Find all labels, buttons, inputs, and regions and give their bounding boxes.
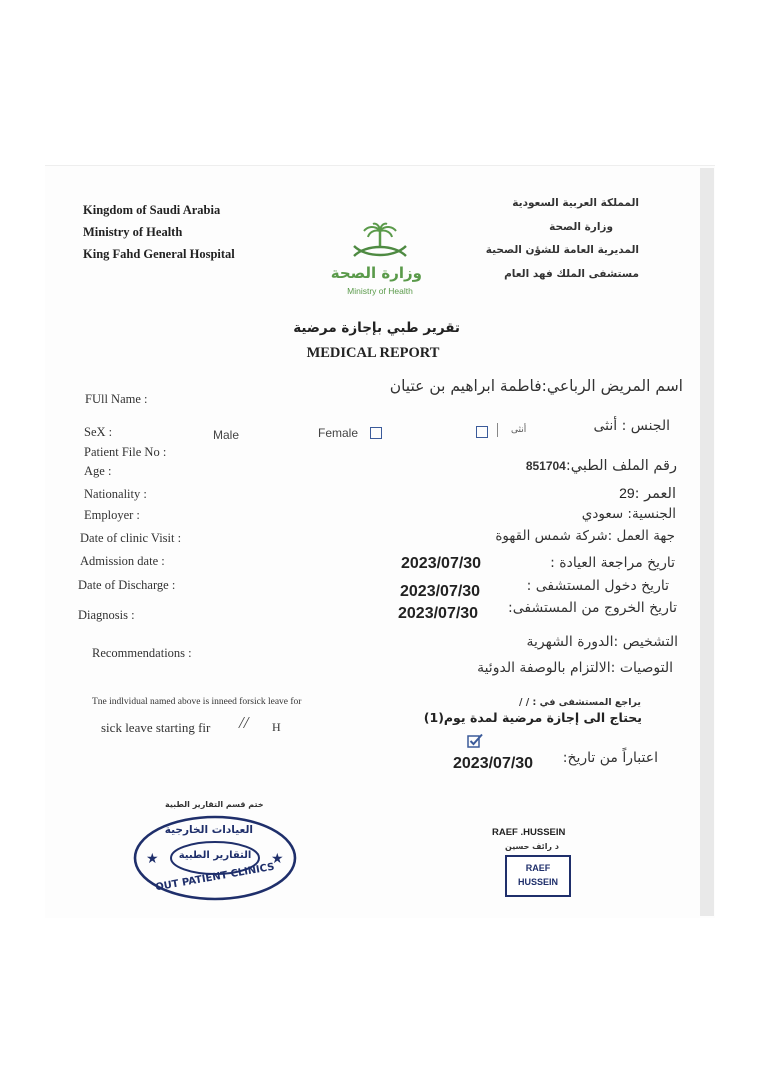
age-label-ar: العمر :	[634, 486, 676, 502]
clinic-visit-date: 2023/07/30	[401, 555, 482, 572]
file-no-value: 851704	[525, 459, 566, 473]
age-row	[619, 485, 676, 502]
checkbox-checked-icon	[467, 733, 483, 748]
doctor-seal-line1: RAEF	[525, 863, 551, 873]
label-patient-file: Patient File No :	[84, 445, 167, 459]
from-date: 2023/07/30	[453, 755, 534, 772]
doctor-name-ar: د رائف حسين	[505, 842, 559, 851]
title-arabic: تقرير طبي بإجازة مرضية	[293, 320, 460, 336]
page-edge-shadow	[700, 168, 714, 916]
female-checkbox	[370, 427, 382, 439]
sex-ar: الجنس : أنثى	[593, 418, 670, 434]
file-no-row	[526, 458, 677, 474]
diagnosis-ar: التشخيص :الدورة الشهرية	[526, 634, 678, 650]
needs-leave-ar: يحتاج الى إجازة مرضية لمدة يوم(1)	[423, 710, 642, 725]
doctor-seal-line2: HUSSEIN	[517, 877, 558, 887]
label-admission: Admission date :	[80, 554, 165, 568]
label-diagnosis: Diagnosis :	[78, 608, 135, 622]
admission-date: 2023/07/30	[400, 583, 481, 600]
leave-statement-line1: Tne indlvidual named above is inneed forsick leave for	[92, 697, 302, 707]
sex-female-small-ar: أنثى	[511, 425, 527, 435]
stamp-caption: ختم قسم التقارير الطبية	[165, 800, 264, 809]
label-sex: SeX :	[84, 425, 113, 439]
label-recommendations: Recommendations :	[92, 646, 192, 660]
label-male: Male	[213, 428, 240, 442]
svg-text:★: ★	[146, 851, 159, 867]
label-employer: Employer :	[84, 508, 140, 522]
female-ar-checkbox	[476, 426, 488, 438]
header-ar-line1: المملكة العربية السعودية	[512, 197, 639, 209]
employer-ar: جهة العمل :شركة شمس القهوة	[495, 528, 675, 544]
logo-arabic-text: وزارة الصحة	[330, 264, 422, 282]
discharge-date: 2023/07/30	[398, 605, 479, 622]
clinic-visit-label-ar: تاريخ مراجعة العيادة :	[550, 555, 675, 571]
label-discharge: Date of Discharge :	[78, 578, 176, 592]
label-nationality: Nationality :	[84, 487, 147, 501]
age-value: 29	[619, 485, 635, 501]
label-clinic-visit: Date of clinic Visit :	[80, 531, 182, 545]
admission-label-ar: تاريخ دخول المستشفى :	[526, 578, 669, 594]
leave-slashes: //	[239, 713, 249, 732]
separator-mark	[497, 423, 498, 437]
from-date-label-ar: اعتباراً من تاريخ:	[562, 750, 658, 766]
logo-english-text: Ministry of Health	[347, 286, 413, 296]
doctor-name-en: RAEF .HUSSEIN	[492, 827, 566, 838]
recommendations-ar: التوصيات :الالتزام بالوصفة الدوئية	[477, 660, 673, 676]
clinic-stamp	[132, 815, 298, 901]
patient-name-ar: اسم المريض الرباعي:فاطمة ابراهيم بن عتيان	[389, 377, 683, 395]
label-age: Age :	[84, 464, 112, 478]
header-ar-line3: المديرية العامة للشؤن الصحية	[485, 244, 639, 256]
doctor-seal	[505, 855, 571, 897]
header-en-line3: King Fahd General Hospital	[83, 247, 235, 261]
header-ar-line4: مستشفى الملك فهد العام	[504, 268, 639, 280]
file-no-label-ar: رقم الملف الطبي:	[565, 458, 677, 474]
title-english: MEDICAL REPORT	[306, 345, 440, 361]
stamp-bottom-text: OUT PATIENT CLINICS	[154, 861, 276, 894]
stamp-center-text: التقارير الطبية	[178, 850, 252, 861]
header-ar-line2: وزارة الصحة	[549, 221, 613, 233]
svg-text:★: ★	[271, 851, 284, 867]
ministry-logo	[330, 222, 422, 302]
leave-h: H	[272, 720, 281, 734]
header-en-line2: Ministry of Health	[83, 225, 183, 239]
leave-statement-line2: sick leave starting fir	[101, 720, 211, 735]
review-date-ar: يراجع المستشفى في : / /	[518, 697, 641, 708]
stamp-top-text: العيادات الخارجية	[164, 824, 253, 836]
discharge-label-ar: تاريخ الخروج من المستشفى:	[508, 600, 677, 616]
header-en-line1: Kingdom of Saudi Arabia	[83, 203, 221, 217]
label-female: Female	[318, 426, 359, 440]
label-full-name: FUll Name :	[85, 392, 148, 406]
nationality-ar: الجنسية: سعودي	[581, 506, 676, 522]
